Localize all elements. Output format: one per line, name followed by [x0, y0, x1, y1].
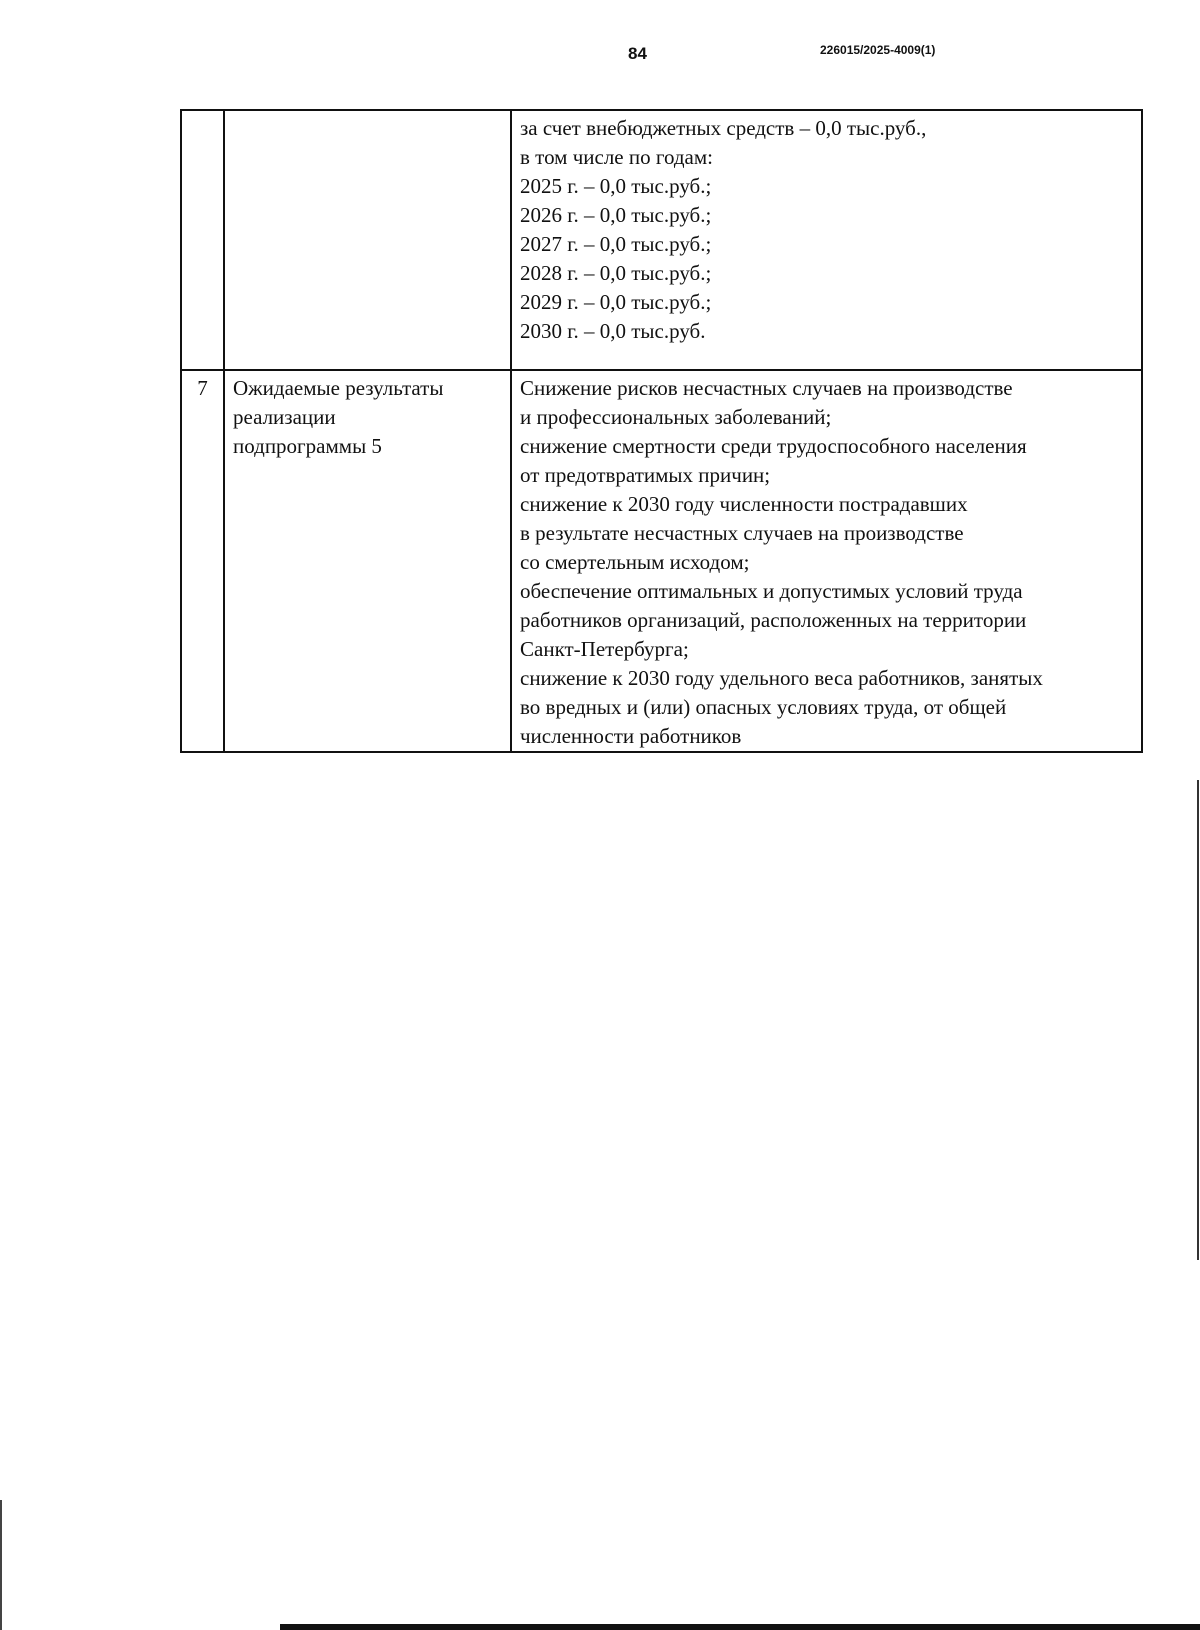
- funding-line: 2029 г. – 0,0 тыс.руб.;: [520, 290, 712, 314]
- funding-description-cell: [511, 110, 1142, 370]
- result-line: и профессиональных заболеваний;: [520, 405, 832, 429]
- result-line: в результате несчастных случаев на производстве: [520, 521, 964, 545]
- result-line: Снижение рисков несчастных случаев на производстве: [520, 376, 1013, 400]
- row-number-cell: 7: [181, 370, 224, 752]
- subprogram-passport-table: [180, 109, 1143, 753]
- table-row-funding-continued: [181, 110, 1142, 370]
- result-line: со смертельным исходом;: [520, 550, 750, 574]
- result-line: снижение к 2030 году численности пострадавших: [520, 492, 968, 516]
- funding-line: 2030 г. – 0,0 тыс.руб.: [520, 319, 706, 343]
- document-number: 226015/2025-4009(1): [820, 43, 936, 57]
- table-row-expected-results: [181, 370, 1142, 752]
- funding-line: 2027 г. – 0,0 тыс.руб.;: [520, 232, 712, 256]
- funding-line: за счет внебюджетных средств – 0,0 тыс.руб.,: [520, 116, 927, 140]
- expected-results-cell: [511, 370, 1142, 752]
- result-line: снижение смертности среди трудоспособного населения: [520, 434, 1027, 458]
- row-name-line: реализации: [233, 405, 336, 429]
- funding-line: 2026 г. – 0,0 тыс.руб.;: [520, 203, 712, 227]
- result-line: численности работников: [520, 724, 742, 748]
- page-number: 84: [628, 44, 647, 63]
- row-name-cell: [224, 110, 511, 370]
- result-line: во вредных и (или) опасных условиях труда, от общей: [520, 695, 1007, 719]
- row-name-line: подпрограммы 5: [233, 434, 382, 458]
- result-line: снижение к 2030 году удельного веса работников, занятых: [520, 666, 1043, 690]
- result-line: Санкт-Петербурга;: [520, 637, 689, 661]
- scan-bottom-edge-mark: [280, 1624, 1200, 1630]
- funding-line: 2028 г. – 0,0 тыс.руб.;: [520, 261, 712, 285]
- row-number-cell: [181, 110, 224, 370]
- result-line: работников организаций, расположенных на территории: [520, 608, 1027, 632]
- scan-left-edge-mark: [0, 1500, 2, 1630]
- result-line: от предотвратимых причин;: [520, 463, 771, 487]
- scan-right-edge-mark: [1197, 780, 1199, 1260]
- row-name-line: Ожидаемые результаты: [233, 376, 444, 400]
- row-name-cell: [224, 370, 511, 752]
- result-line: обеспечение оптимальных и допустимых условий труда: [520, 579, 1023, 603]
- funding-line: в том числе по годам:: [520, 145, 713, 169]
- funding-line: 2025 г. – 0,0 тыс.руб.;: [520, 174, 712, 198]
